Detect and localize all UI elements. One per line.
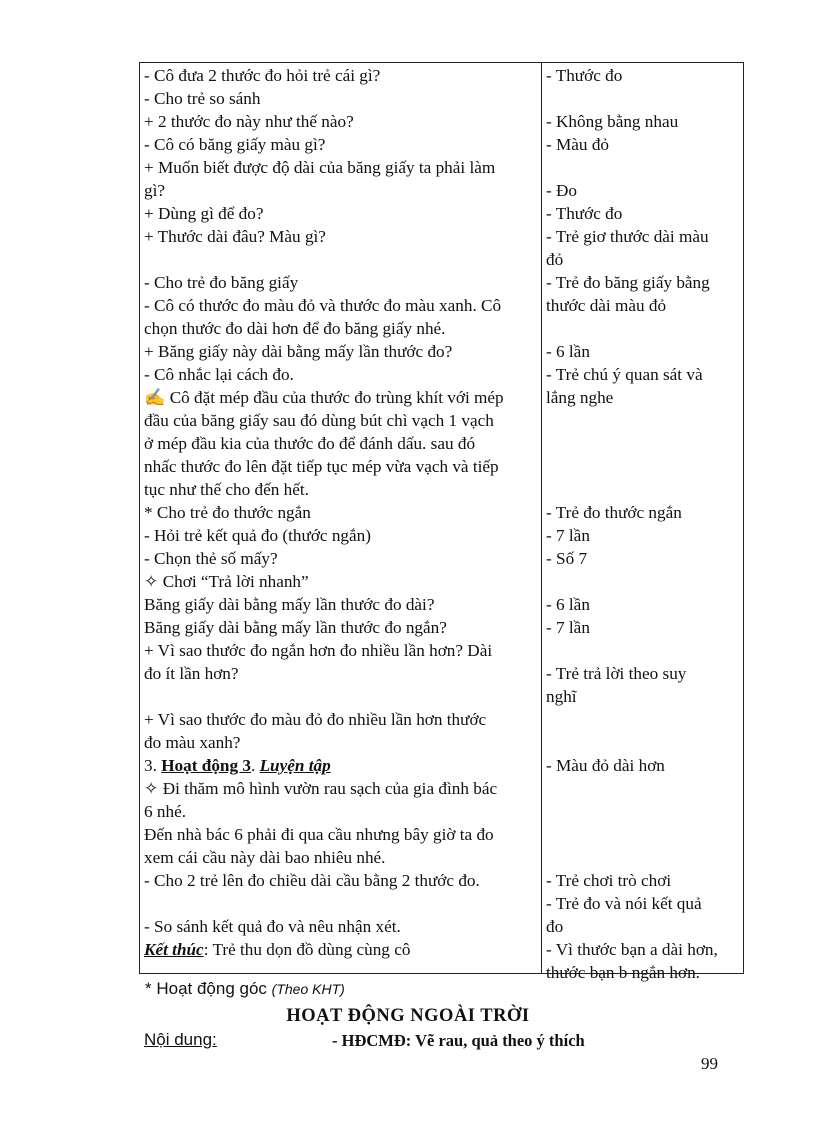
child-text-line: - Đo (546, 181, 578, 200)
corner-activity-label: * Hoạt động góc (145, 979, 267, 998)
child-text-line: thước bạn b ngắn hơn. (546, 963, 700, 982)
page-number: 99 (701, 1054, 718, 1073)
child-text-line: - Màu đỏ (546, 135, 610, 154)
column-divider (541, 63, 542, 973)
child-text-line (546, 455, 741, 478)
corner-activity (145, 979, 345, 999)
teacher-text-line: * Cho trẻ đo thước ngắn (144, 503, 311, 522)
teacher-text-line: đầu của băng giấy sau đó dùng bút chì vạch 1 vạch (144, 411, 494, 430)
teacher-text-line (144, 248, 537, 271)
child-text-line: - 6 lần (546, 595, 590, 614)
ending-line (144, 938, 537, 961)
teacher-text-line: + Muốn biết được độ dài của băng giấy ta phải làm (144, 158, 496, 177)
child-text-line (546, 731, 741, 754)
teacher-text-line: + Vì sao thước đo ngắn hơn đo nhiều lần hơn? Dài (144, 641, 493, 660)
teacher-text-line: - Cho 2 trẻ lên đo chiều dài cầu bằng 2 thước đo. (144, 871, 480, 890)
child-text-line (546, 823, 741, 846)
teacher-text-line (144, 892, 537, 915)
teacher-text-line: ở mép đầu kia của thước đo để đánh dấu. sau đó (144, 434, 476, 453)
child-text-line: - Trẻ đo băng giấy bằng (546, 273, 710, 292)
teacher-text-line: - Cô có băng giấy màu gì? (144, 135, 326, 154)
teacher-text-line: - Cho trẻ so sánh (144, 89, 261, 108)
child-text-line: - 7 lần (546, 526, 590, 545)
activity-3-title: Luyện tập (259, 756, 331, 775)
teacher-text-line: - So sánh kết quả đo và nêu nhận xét. (144, 917, 401, 936)
child-text-line (546, 639, 741, 662)
corner-activity-note: (Theo KHT) (271, 981, 345, 997)
child-text-line: - 6 lần (546, 342, 590, 361)
child-text-line: - Vì thước bạn a dài hơn, (546, 940, 718, 959)
teacher-text-line: Băng giấy dài bằng mấy lần thước đo ngắn? (144, 618, 447, 637)
teacher-text-line: chọn thước đo dài hơn để đo băng giấy nhé. (144, 319, 446, 338)
child-text-line (546, 570, 741, 593)
teacher-text-line: Băng giấy dài bằng mấy lần thước đo dài? (144, 595, 435, 614)
activity-3-number: 3. (144, 756, 162, 775)
teacher-text-line: ✍ Cô đặt mép đầu của thước đo trùng khít với mép (144, 388, 504, 407)
content-value: - HĐCMĐ: Vẽ rau, quả theo ý thích (332, 1031, 585, 1050)
child-text-line: - Trẻ chơi trò chơi (546, 871, 672, 890)
child-text-line: - Thước đo (546, 204, 623, 223)
teacher-text-line: - Hỏi trẻ kết quả đo (thước ngắn) (144, 526, 371, 545)
child-text-line: - Thước đo (546, 66, 623, 85)
child-text-line (546, 432, 741, 455)
child-text-line: thước dài màu đỏ (546, 296, 667, 315)
ending-text: : Trẻ thu dọn đồ dùng cùng cô (203, 940, 411, 959)
teacher-text-line: ✧ Chơi “Trả lời nhanh” (144, 572, 309, 591)
child-text-line (546, 777, 741, 800)
child-text-line: - Trẻ đo thước ngắn (546, 503, 682, 522)
child-text-line: đo (546, 917, 564, 936)
child-text-line (546, 156, 741, 179)
child-text-line: - Trẻ trả lời theo suy (546, 664, 687, 683)
child-text-line (546, 846, 741, 869)
teacher-text-line: - Cô đưa 2 thước đo hỏi trẻ cái gì? (144, 66, 381, 85)
child-text-line: - Trẻ chú ý quan sát và (546, 365, 703, 384)
child-text-line: đỏ (546, 250, 564, 269)
teacher-text-line: - Cô nhắc lại cách đo. (144, 365, 294, 384)
teacher-text-line: + 2 thước đo này như thế nào? (144, 112, 354, 131)
teacher-text-line: - Chọn thẻ số mấy? (144, 549, 278, 568)
teacher-text-line: ✧ Đi thăm mô hình vườn rau sạch của gia đình bác (144, 779, 498, 798)
teacher-text-line: đo ít lần hơn? (144, 664, 239, 683)
teacher-text-line: - Cho trẻ đo băng giấy (144, 273, 299, 292)
child-text-line (546, 478, 741, 501)
child-text-line (546, 317, 741, 340)
child-text-line: nghĩ (546, 687, 577, 706)
child-text-line: - Không bằng nhau (546, 112, 679, 131)
outdoor-activity-title: HOẠT ĐỘNG NGOÀI TRỜI (286, 1006, 530, 1026)
content-label: Nội dung: (144, 1030, 217, 1049)
teacher-text-line: nhấc thước đo lên đặt tiếp tục mép vừa vạch và tiếp (144, 457, 499, 476)
teacher-activities-column (144, 64, 537, 961)
child-text-line (546, 409, 741, 432)
teacher-text-line: - Cô có thước đo màu đỏ và thước đo màu xanh. Cô (144, 296, 502, 315)
teacher-text-line: Đến nhà bác 6 phải đi qua cầu nhưng bây giờ ta đo (144, 825, 494, 844)
teacher-text-line: + Dùng gì để đo? (144, 204, 264, 223)
teacher-text-line: 6 nhé. (144, 802, 187, 821)
teacher-text-line: xem cái cầu này dài bao nhiêu nhé. (144, 848, 386, 867)
teacher-text-line: + Vì sao thước đo màu đỏ đo nhiều lần hơn thước (144, 710, 487, 729)
child-text-line (546, 800, 741, 823)
child-text-line: - Trẻ đo và nói kết quả (546, 894, 702, 913)
teacher-text-line: + Thước dài đâu? Màu gì? (144, 227, 326, 246)
child-text-line: - Trẻ giơ thước dài màu (546, 227, 709, 246)
ending-label: Kết thúc (144, 940, 204, 959)
child-text-line: - Số 7 (546, 549, 588, 568)
child-text-line (546, 708, 741, 731)
child-text-line: - 7 lần (546, 618, 590, 637)
child-text-line: lắng nghe (546, 388, 614, 407)
child-text-line: - Màu đỏ dài hơn (546, 756, 665, 775)
activity-3-heading (144, 754, 537, 777)
activity-3-label: Hoạt động 3 (161, 756, 251, 775)
lesson-table (139, 62, 744, 982)
teacher-text-line (144, 685, 537, 708)
teacher-text-line: + Băng giấy này dài bằng mấy lần thước đo? (144, 342, 453, 361)
child-text-line (546, 87, 741, 110)
activity-3-separator: . (250, 756, 260, 775)
teacher-text-line: gì? (144, 181, 165, 200)
teacher-text-line: đo màu xanh? (144, 733, 241, 752)
teacher-text-line: tục như thế cho đến hết. (144, 480, 309, 499)
child-activities-column (546, 64, 741, 984)
